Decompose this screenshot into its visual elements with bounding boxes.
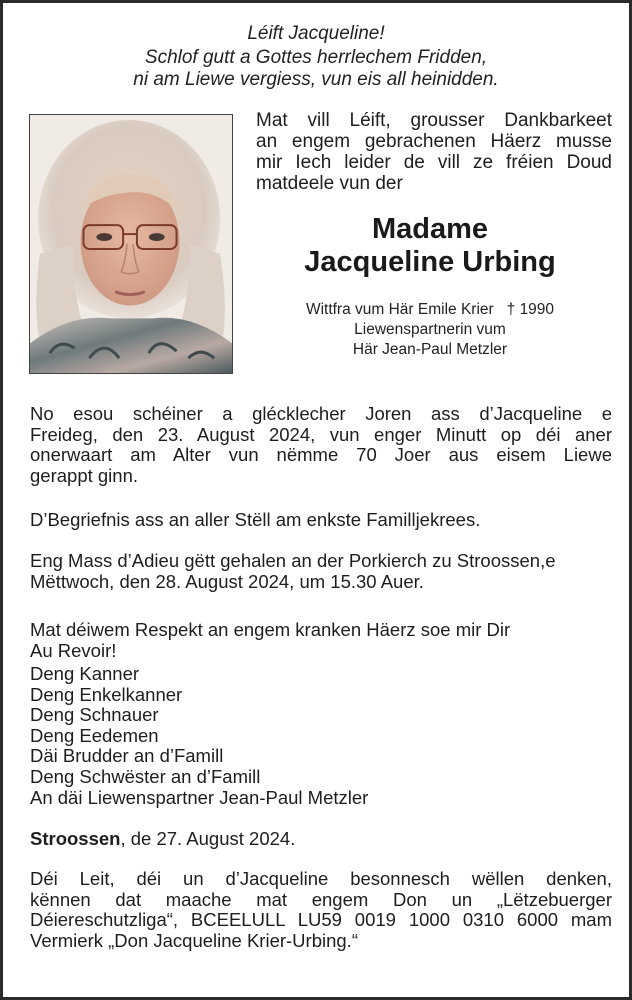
signer-item: Deng Schwëster an d’Famill [30,765,261,787]
announcement-paragraph [30,404,612,486]
motto [3,23,629,91]
widow-line [248,300,612,320]
signer-item: Deng Enkelkanner [30,683,183,705]
deceased-name: Jacqueline Urbing [304,246,556,278]
donation-line: Vermierk „Don Jacqueline Krier-Urbing.“ [30,929,358,951]
dagger-icon: † [506,301,516,318]
intro-line: Mat vill Léift, grousser Dankbarkeet [256,110,612,131]
farewell-paragraph [30,620,612,661]
intro-line: matdeele vun der [256,173,403,194]
farewell-line-1: Mat déiwem Respekt an engem kranken Häerz soe mir Dir [30,619,511,640]
signer-item: Deng Eedemen [30,724,159,746]
signer-item: Däi Brudder an d’Famill [30,745,224,767]
funeral-text: D’Begriefnis ass an aller Stëll am enkste Familljekrees. [30,509,481,530]
donation-paragraph [30,869,612,951]
announcement-line: Freideg, den 23. August 2024, vun enger Minutt op déi aner [30,423,612,445]
portrait-photo [29,114,233,374]
widow-text: Wittfra vum Här Emile Krier [305,301,494,318]
dateline-date: , de 27. August 2024. [120,828,296,849]
signer-item: An däi Liewenspartner Jean-Paul Metzler [30,786,369,808]
mass-line-2: Mëttwoch, den 28. August 2024, um 15.30 Auer. [30,570,424,592]
mass-line-1: Eng Mass d’Adieu gëtt gehalen an der Porkierch zu Stroossen,e [30,550,556,571]
deceased-name-block [248,213,612,279]
farewell-line-2: Au Revoir! [30,639,117,661]
signers-list [30,664,612,808]
intro-line: an engem gebrachenen Häerz musse [256,131,612,152]
mass-paragraph [30,551,612,592]
intro-text [256,110,612,194]
announcement-line: No esou schéiner a glécklecher Joren ass d’Jacqueline e [30,403,612,424]
dateline-place: Stroossen [30,828,121,849]
deceased-title: Madame [371,213,489,245]
donation-line: kënnen dat maache mat engem Don un „Lëtzebuerger [30,888,612,910]
partner-line-2: Här Jean-Paul Metzler [352,341,508,358]
motto-line-2: Schlof gutt a Gottes herrlechem Fridden, [144,47,488,68]
intro-line: mir Iech leider de vill ze fréien Doud [256,152,612,173]
signer-item: Deng Kanner [30,663,140,684]
donation-line: Déi Leit, déi un d’Jacqueline besonnesch wëllen denken, [30,868,612,889]
funeral-paragraph [30,510,612,531]
announcement-line: onerwaart am Alter vun nëmme 70 Joer aus eisem Liewe [30,444,612,466]
relations-block [248,300,612,360]
announcement-line: gerappt ginn. [30,464,139,486]
signer-item: Deng Schnauer [30,704,159,726]
partner-line-1: Liewenspartnerin vum [354,321,506,338]
motto-line-3: ni am Liewe vergiess, vun eis all heinidden. [133,69,499,90]
dateline [30,829,612,850]
motto-line-1: Léift Jacqueline! [247,23,385,44]
donation-line: Déiereschutzliga“, BCEELULL LU59 0019 1000 0310 6000 mam [30,909,612,931]
portrait-image [30,115,232,373]
widow-year: 1990 [519,301,555,318]
